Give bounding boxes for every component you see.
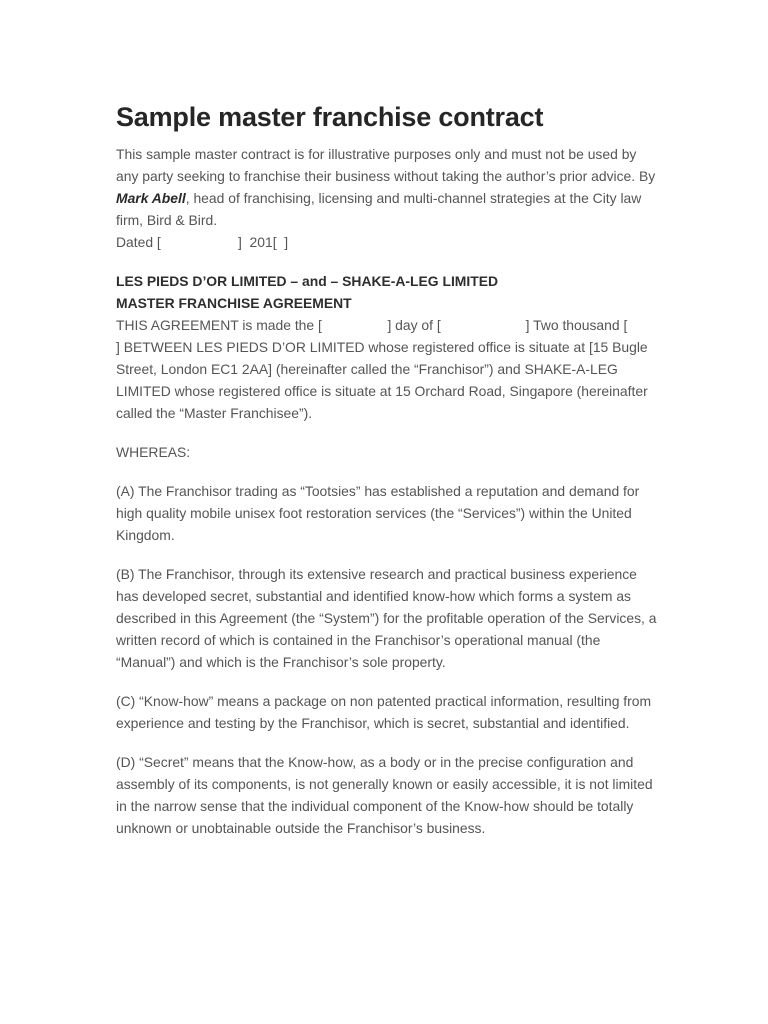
recital-d: (D) “Secret” means that the Know-how, as a body or in the precise configuration and assembly of its components, is not generally known or easily accessible, it is not limited in the narrow sense that the individual component of the Know-how should be totally unknown or unobtainable outside the Franchisor’s business.: [116, 754, 653, 836]
recital-c: (C) “Know-how” means a package on non patented practical information, resulting from experience and testing by the Franchisor, which is secret, substantial and identified.: [116, 693, 652, 731]
dated-line: Dated [ ] 201[ ]: [116, 234, 289, 250]
whereas-label: WHEREAS:: [116, 444, 191, 460]
agreement-paragraph: THIS AGREEMENT is made the [ ] day of [ ] Two thousand [ ] BETWEEN LES PIEDS D’OR LIMITED whose registered office is situate at [15 Bugle Street, London EC1 2AA] (hereinafter called the “Franchisor”) and SHAKE-A-LEG LIMITED whose registered office is situate at 15 Orchard Road, Singapore (hereinafter called the “Master Franchisee”).: [116, 317, 682, 421]
author-name: Mark Abell: [116, 190, 186, 206]
document-title: Sample master franchise contract: [116, 102, 544, 132]
document-body: [116, 100, 682, 839]
parties-heading: LES PIEDS D’OR LIMITED – and – SHAKE-A-LEG LIMITED: [116, 273, 499, 289]
intro-text-continued: , head of franchising, licensing and multi-channel strategies at the City law firm, Bird & Bird.: [116, 190, 642, 228]
recital-a: (A) The Franchisor trading as “Tootsies” has established a reputation and demand for high quality mobile unisex foot restoration services (the “Services”) within the United Kingdom.: [116, 483, 640, 543]
intro-paragraph: [116, 143, 661, 231]
agreement-heading: MASTER FRANCHISE AGREEMENT: [116, 295, 352, 311]
intro-text: This sample master contract is for illustrative purposes only and must not be used by any party seeking to franchise their business without taking the author’s prior advice. By: [116, 146, 656, 184]
recital-b: (B) The Franchisor, through its extensive research and practical business experience has developed secret, substantial and identified know-how which forms a system as described in this Agreement (the “System”) for the profitable operation of the Services, a written record of which is contained in the Franchisor’s operational manual (the “Manual”) and which is the Franchisor’s sole property.: [116, 566, 657, 670]
